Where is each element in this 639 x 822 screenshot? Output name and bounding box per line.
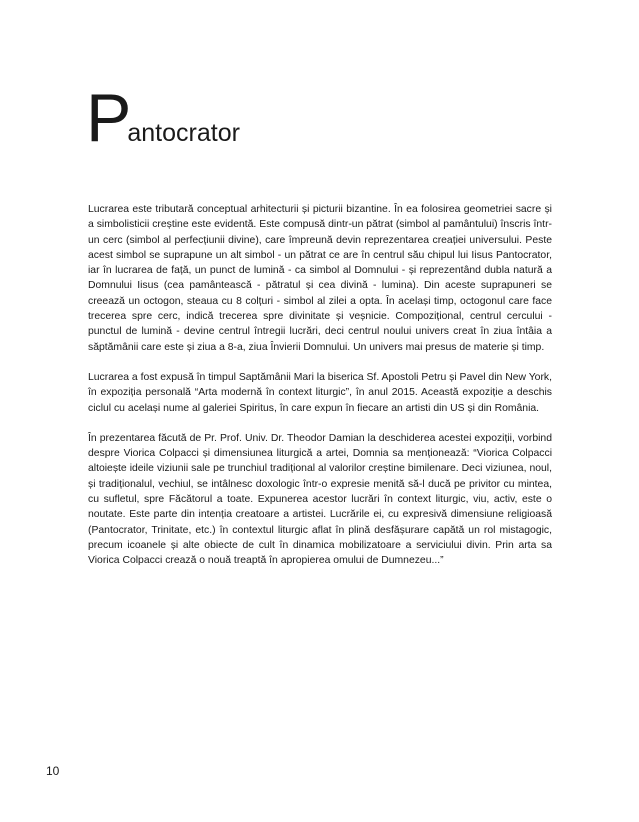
title-initial: P	[86, 80, 130, 156]
article-body	[88, 202, 552, 584]
page-number: 10	[46, 764, 60, 778]
paragraph: În prezentarea făcută de Pr. Prof. Univ. Dr. Theodor Damian la deschiderea acestei expoziții, vorbind despre Viorica Colpacci și dimensiunea liturgică a artei, Domnia sa menționează: “Viorica Colpacci altoiește ideile viziunii sale pe trunchiul tradițional al valorilor creștine bimilenare. Deci viziunea, noul, și tradiționalul, vechiul, se intâlnesc doxologic într-o expresie menită să-l ducă pe privitor cu mintea, cu sufletul, spre Făcătorul a toate. Expunerea acestor lucrări în context liturgic, viu, activ, este o noutate. Este parte din intenția creatoare a artistei. Lucrările ei, cu expresivă dimensiune religioasă (Pantocrator, Trinitate, etc.) în contextul liturgic aflat în plină desfășurare capătă un rol mistagogic, precum icoanele și alte obiecte de cult în dinamica mobilizatoare a serviciului divin. Prin arta sa Viorica Colpacci crează o nouă treaptă în apropierea omului de Dumnezeu...”	[88, 432, 552, 567]
paragraph: Lucrarea este tributară conceptual arhitecturii și picturii bizantine. În ea folosirea geometriei sacre și a simbolisticii creștine este evidentă. Este compusă dintr-un pătrat (simbol al pamântului) înscris într-un cerc (simbol al perfecțiunii divine), care împreună devin reprezentarea creației universului. Peste acest simbol se suprapune un alt simbol - un pătrat ce are în centrul său chipul lui Iisus Pantocrator, iar în lucrarea de față, un punct de lumină - ca simbol al Domnului - și reprezentând dubla natură a Domnului Iisus (cea pamântească - pătratul și cea divină - lumina). Din aceste suprapuneri se creează un octogon, steaua cu 8 colțuri - simbol al zilei a opta. În același timp, octogonul care face trecerea spre cerc, indică trecerea spre divinitate și veșnicie. Compozițional, centrul cercului - punctul de lumină - devine centrul întregii lucrări, deci centrul noului univers creat în ziua întâia a săptămânii care este și ziua a 8-a, ziua Învierii Domnului. Un univers mai presus de materie și timp.	[88, 204, 552, 353]
paragraph: Lucrarea a fost expusă în timpul Saptămânii Mari la biserica Sf. Apostoli Petru și Pavel din New York, în expoziția personală “Arta modernă în context liturgic”, în anul 2015. Această expoziție a deschis ciclul cu același nume al galeriei Spiritus, în care expun în fiecare an artisti din US și din România.	[88, 371, 552, 414]
page-title	[86, 80, 240, 156]
title-rest: antocrator	[127, 119, 240, 147]
